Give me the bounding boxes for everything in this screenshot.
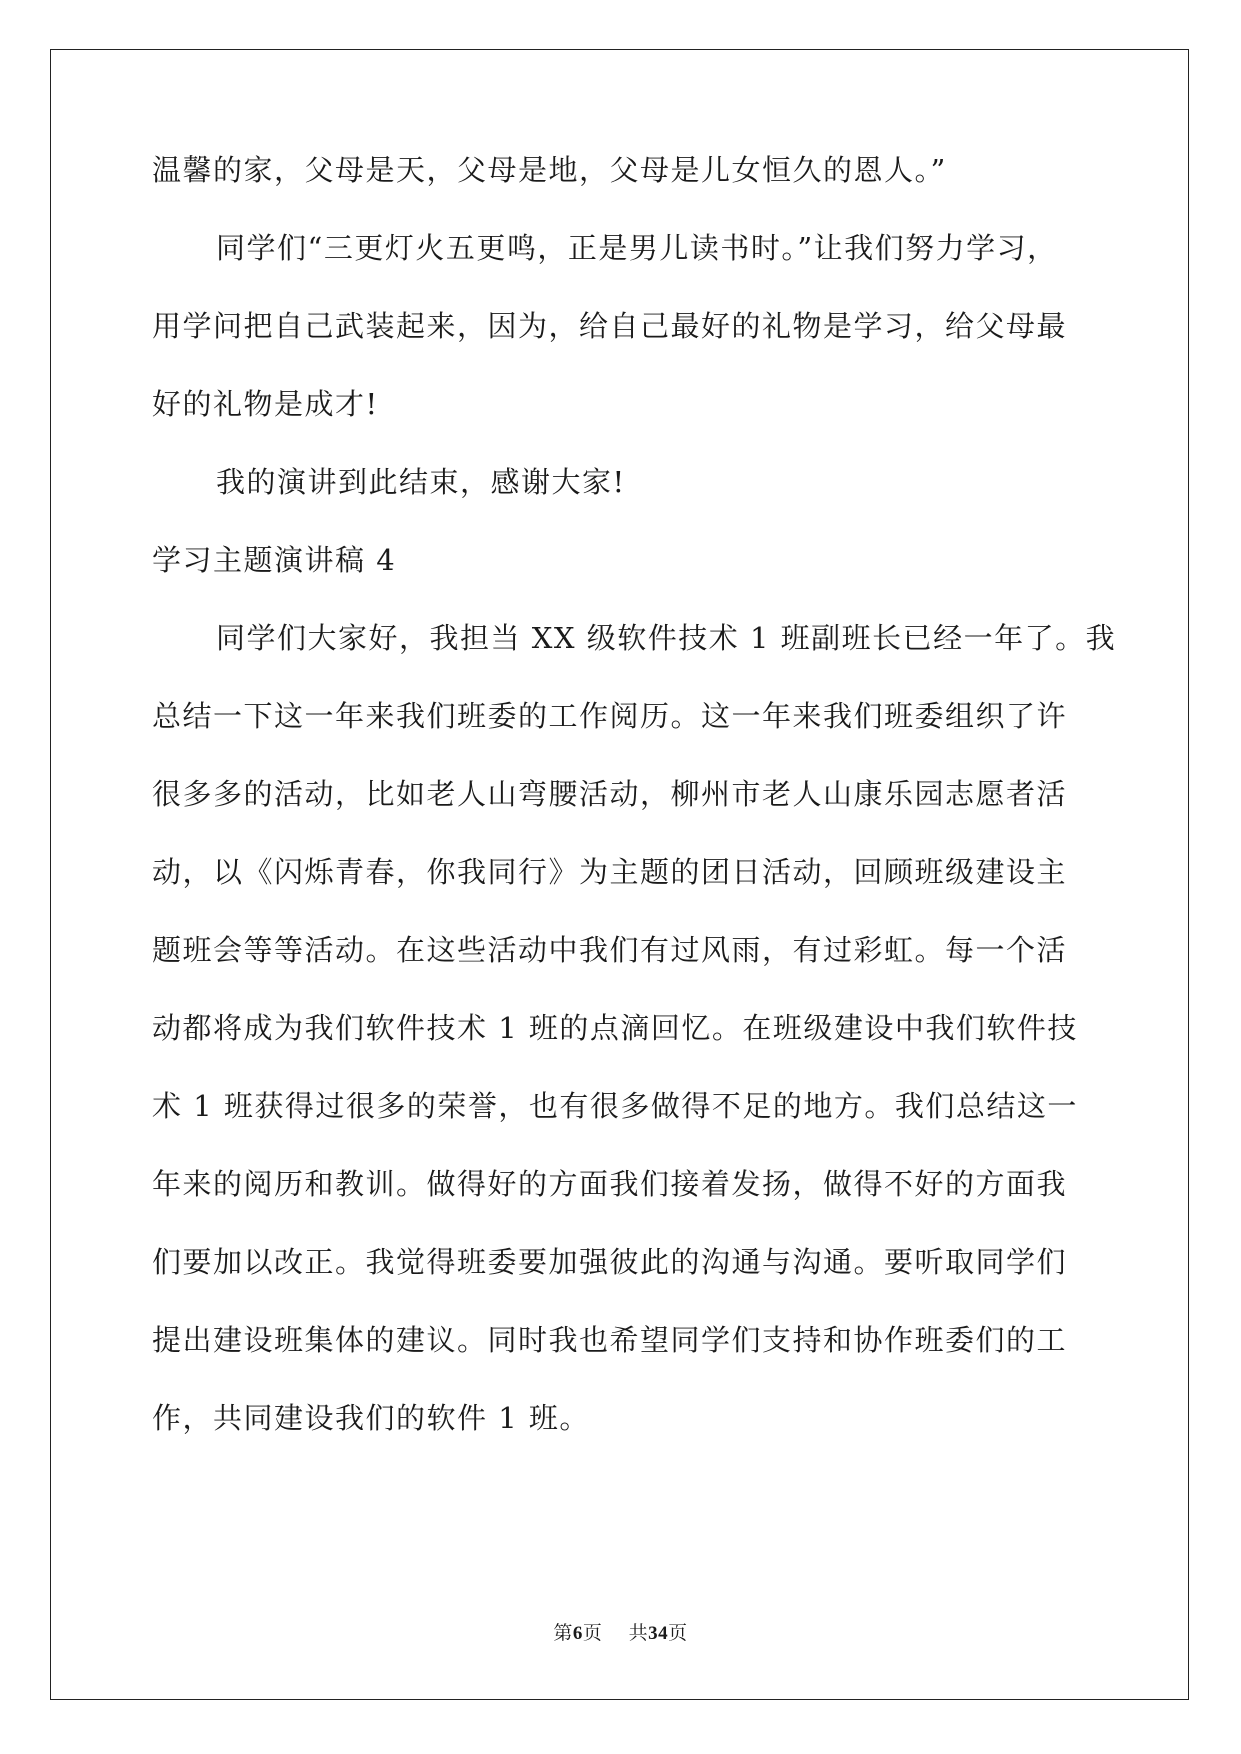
footer-prefix: 第 [553, 1622, 573, 1644]
text-line: 年来的阅历和教训。做得好的方面我们接着发扬，做得不好的方面我 [152, 1167, 1068, 1201]
text-line: 用学问把自己武装起来，因为，给自己最好的礼物是学习，给父母最 [152, 309, 1068, 343]
text-line: 提出建设班集体的建议。同时我也希望同学们支持和协作班委们的工 [152, 1323, 1068, 1357]
page-footer [0, 1618, 1241, 1645]
text-line: 很多多的活动，比如老人山弯腰活动，柳州市老人山康乐园志愿者活 [152, 777, 1068, 811]
text-line: 动都将成为我们软件技术 1 班的点滴回忆。在班级建设中我们软件技 [152, 1011, 1078, 1045]
text-line: 总结一下这一年来我们班委的工作阅历。这一年来我们班委组织了许 [152, 699, 1068, 733]
text-line: 术 1 班获得过很多的荣誉，也有很多做得不足的地方。我们总结这一 [152, 1089, 1078, 1123]
text-line: 们要加以改正。我觉得班委要加强彼此的沟通与沟通。要听取同学们 [152, 1245, 1068, 1279]
page-number: 6 [572, 1623, 583, 1644]
text-line: 题班会等等活动。在这些活动中我们有过风雨，有过彩虹。每一个活 [152, 933, 1068, 967]
text-line: 温馨的家，父母是天，父母是地，父母是儿女恒久的恩人。” [152, 153, 947, 187]
text-line: 我的演讲到此结束，感谢大家! [216, 465, 626, 499]
text-line: 同学们“三更灯火五更鸣，正是男儿读书时。”让我们努力学习， [216, 231, 1058, 265]
section-heading: 学习主题演讲稿 4 [152, 543, 397, 577]
footer-suffix: 页 [668, 1622, 688, 1644]
text-line: 动，以《闪烁青春，你我同行》为主题的团日活动，回顾班级建设主 [152, 855, 1068, 889]
total-pages: 34 [648, 1623, 669, 1644]
text-line: 同学们大家好，我担当 XX 级软件技术 1 班副班长已经一年了。我 [216, 621, 1117, 655]
text-line: 好的礼物是成才! [152, 387, 379, 421]
footer-middle: 页 共 [582, 1622, 649, 1644]
text-line: 作，共同建设我们的软件 1 班。 [152, 1401, 590, 1435]
